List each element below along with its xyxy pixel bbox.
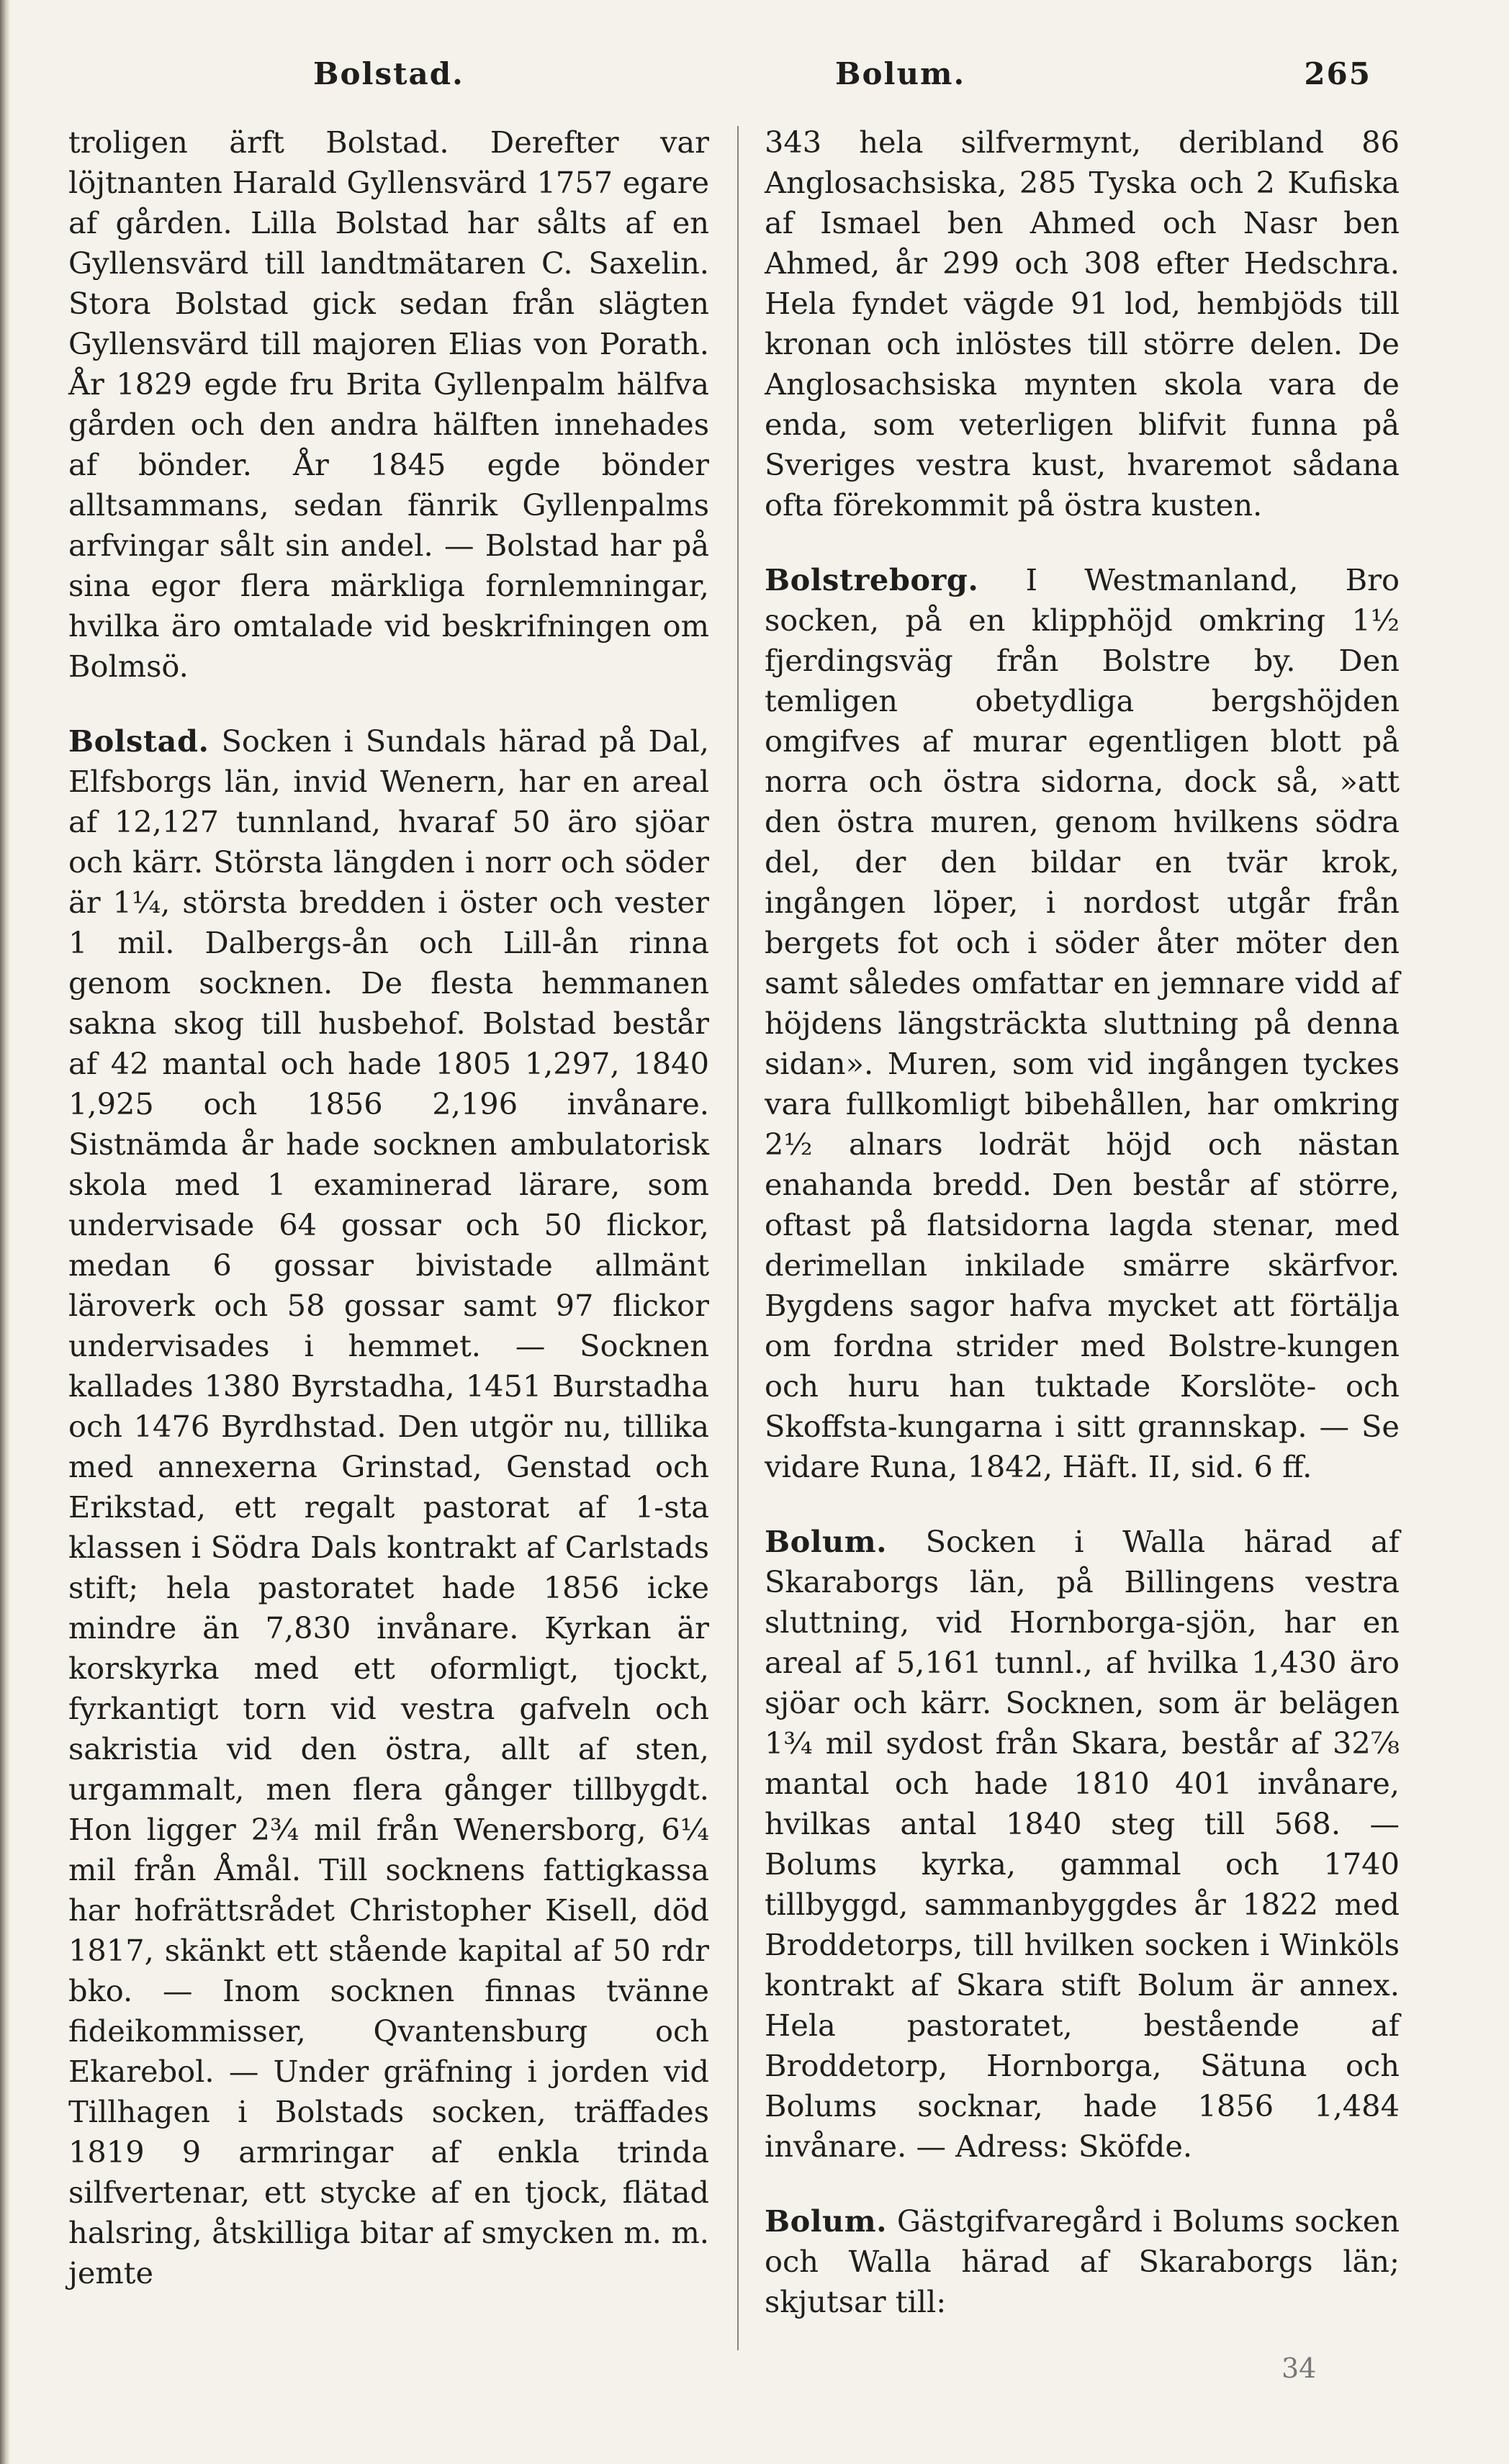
paragraph-continuation: 343 hela silfvermynt, deribland 86 Anglosachsiska, 285 Tyska och 2 Kufiska af Ismael ben Ahmed och Nasr ben Ahmed, år 299 och 308 efter Hedschra. Hela fyndet vägde 91 lod, hembjöds till kronan och inlöstes till större delen. De Anglosachsiska mynten skola vara de enda, som veterligen blifvit funna på Sveriges vestra kust, hvaremot sådana ofta förekommit på östra kusten. xyxy=(765,125,1400,523)
running-header xyxy=(68,56,1371,99)
running-head-right: Bolum. xyxy=(835,56,966,91)
running-head-left: Bolstad. xyxy=(313,56,464,91)
entry-headword: Bolum. xyxy=(765,1524,888,1559)
entry-text: I Westmanland, Bro socken, på en klipphöjd omkring 1½ fjerdingsväg från Bolstre by. Den temligen obetydliga bergshöjden omgifves af murar egentligen blott på norra och östra sidorna, dock så, »att den östra muren, genom hvilkens södra del, der den bildar en tvär krok, ingången löper, i nordost utgår från bergets fot och i söder åter möter den samt således omfattar en jemnare vidd af höjdens längsträckta sluttning på denna sidan». Muren, som vid ingången tyckes vara fullkomligt bibehållen, har omkring 2½ alnars lodrät höjd och nästan enahanda bredd. Den består af större, oftast på flatsidorna lagda stenar, med derimellan inkilade smärre skärfvor. Bygdens sagor hafva mycket att förtälja om fordna strider med Bolstre-kungen och huru han tuktade Korslöte- och Skoffsta-kungarna i sitt grannskap. — Se vidare Runa, 1842, Häft. II, sid. 6 ff. xyxy=(765,562,1400,1484)
right-column xyxy=(765,122,1400,2322)
entry-headword: Bolum. xyxy=(765,2203,888,2239)
entry-text: Socken i Sundals härad på Dal, Elfsborgs län, invid Wenern, har en areal af 12,127 tunnland, hvaraf 50 äro sjöar och kärr. Största längden i norr och söder är 1¼, största bredden i öster och vester 1 mil. Dalbergs-ån och Lill-ån rinna genom socknen. De flesta hemmanen sakna skog till husbehof. Bolstad består af 42 mantal och hade 1805 1,297, 1840 1,925 och 1856 2,196 invånare. Sistnämda år hade socknen ambulatorisk skola med 1 examinerad lärare, som undervisade 64 gossar och 50 flickor, medan 6 gossar bivistade allmänt läroverk och 58 gossar samt 97 flickor undervisades i hemmet. — Socknen kallades 1380 Byrstadha, 1451 Burstadha och 1476 Byrdhstad. Den utgör nu, tillika med annexerna Grinstad, Genstad och Erikstad, ett regalt pastorat af 1-sta klassen i Södra Dals kontrakt af Carlstads stift; hela pastoratet hade 1856 icke mindre än 7,830 invånare. Kyrkan är korskyrka med ett oformligt, tjockt, fyrkantigt torn vid vestra gafveln och sakristia vid den östra, allt af sten, urgammalt, men flera gånger tillbygdt. Hon ligger 2¾ mil från Wenersborg, 6¼ mil från Åmål. Till socknens fattigkassa har hofrättsrådet Christopher Kisell, död 1817, skänkt ett stående kapital af 50 rdr bko. — Inom socknen finnas tvänne fideikommisser, Qvantensburg och Ekarebol. — Under gräfning i jorden vid Tillhagen i Bolstads socken, träffades 1819 9 armringar af enkla trinda silfvertenar, ett stycke af en tjock, flätad halsring, åtskilliga bitar af smycken m. m. jemte xyxy=(68,723,709,2291)
column-divider xyxy=(737,126,739,2350)
entry-bolstad xyxy=(68,721,709,2293)
signature-mark: 34 xyxy=(1281,2352,1317,2384)
binding-edge xyxy=(0,0,10,2464)
entry-headword: Bolstad. xyxy=(68,723,210,759)
entry-text: Socken i Walla härad af Skaraborgs län, på Billingens vestra sluttning, vid Hornborga-sjön, har en areal af 5,161 tunnl., af hvilka 1,430 äro sjöar och kärr. Socknen, som är belägen 1¾ mil sydost från Skara, består af 32⅞ mantal och hade 1810 401 invånare, hvilkas antal 1840 steg till 568. — Bolums kyrka, gammal och 1740 tillbyggd, sammanbyggdes år 1822 med Broddetorps, till hvilken socken i Winköls kontrakt af Skara stift Bolum är annex. Hela pastoratet, bestående af Broddetorp, Hornborga, Sätuna och Bolums socknar, hade 1856 1,484 invånare. — Adress: Sköfde. xyxy=(765,1524,1400,2164)
entry-text: Gästgifvaregård i Bolums socken och Walla härad af Skaraborgs län; skjutsar till: xyxy=(765,2203,1400,2319)
left-column xyxy=(68,122,709,2293)
entry-headword: Bolstreborg. xyxy=(765,562,979,597)
entry-bolum-socken xyxy=(765,1522,1400,2167)
paragraph-continuation: troligen ärft Bolstad. Derefter var löjtnanten Harald Gyllensvärd 1757 egare af gården. Lilla Bolstad har sålts af en Gyllensvärd till landtmätaren C. Saxelin. Stora Bolstad gick sedan från slägten Gyllensvärd till majoren Elias von Porath. År 1829 egde fru Brita Gyllenpalm hälfva gården och den andra hälften innehades af bönder. År 1845 egde bönder alltsammans, sedan fänrik Gyllenpalms arfvingar sålt sin andel. — Bolstad har på sina egor flera märkliga fornlemningar, hvilka äro omtalade vid beskrifningen om Bolmsö. xyxy=(68,125,709,684)
entry-bolstreborg xyxy=(765,560,1400,1487)
page-number: 265 xyxy=(1304,56,1371,91)
entry-bolum-gastgifvaregard xyxy=(765,2201,1400,2322)
